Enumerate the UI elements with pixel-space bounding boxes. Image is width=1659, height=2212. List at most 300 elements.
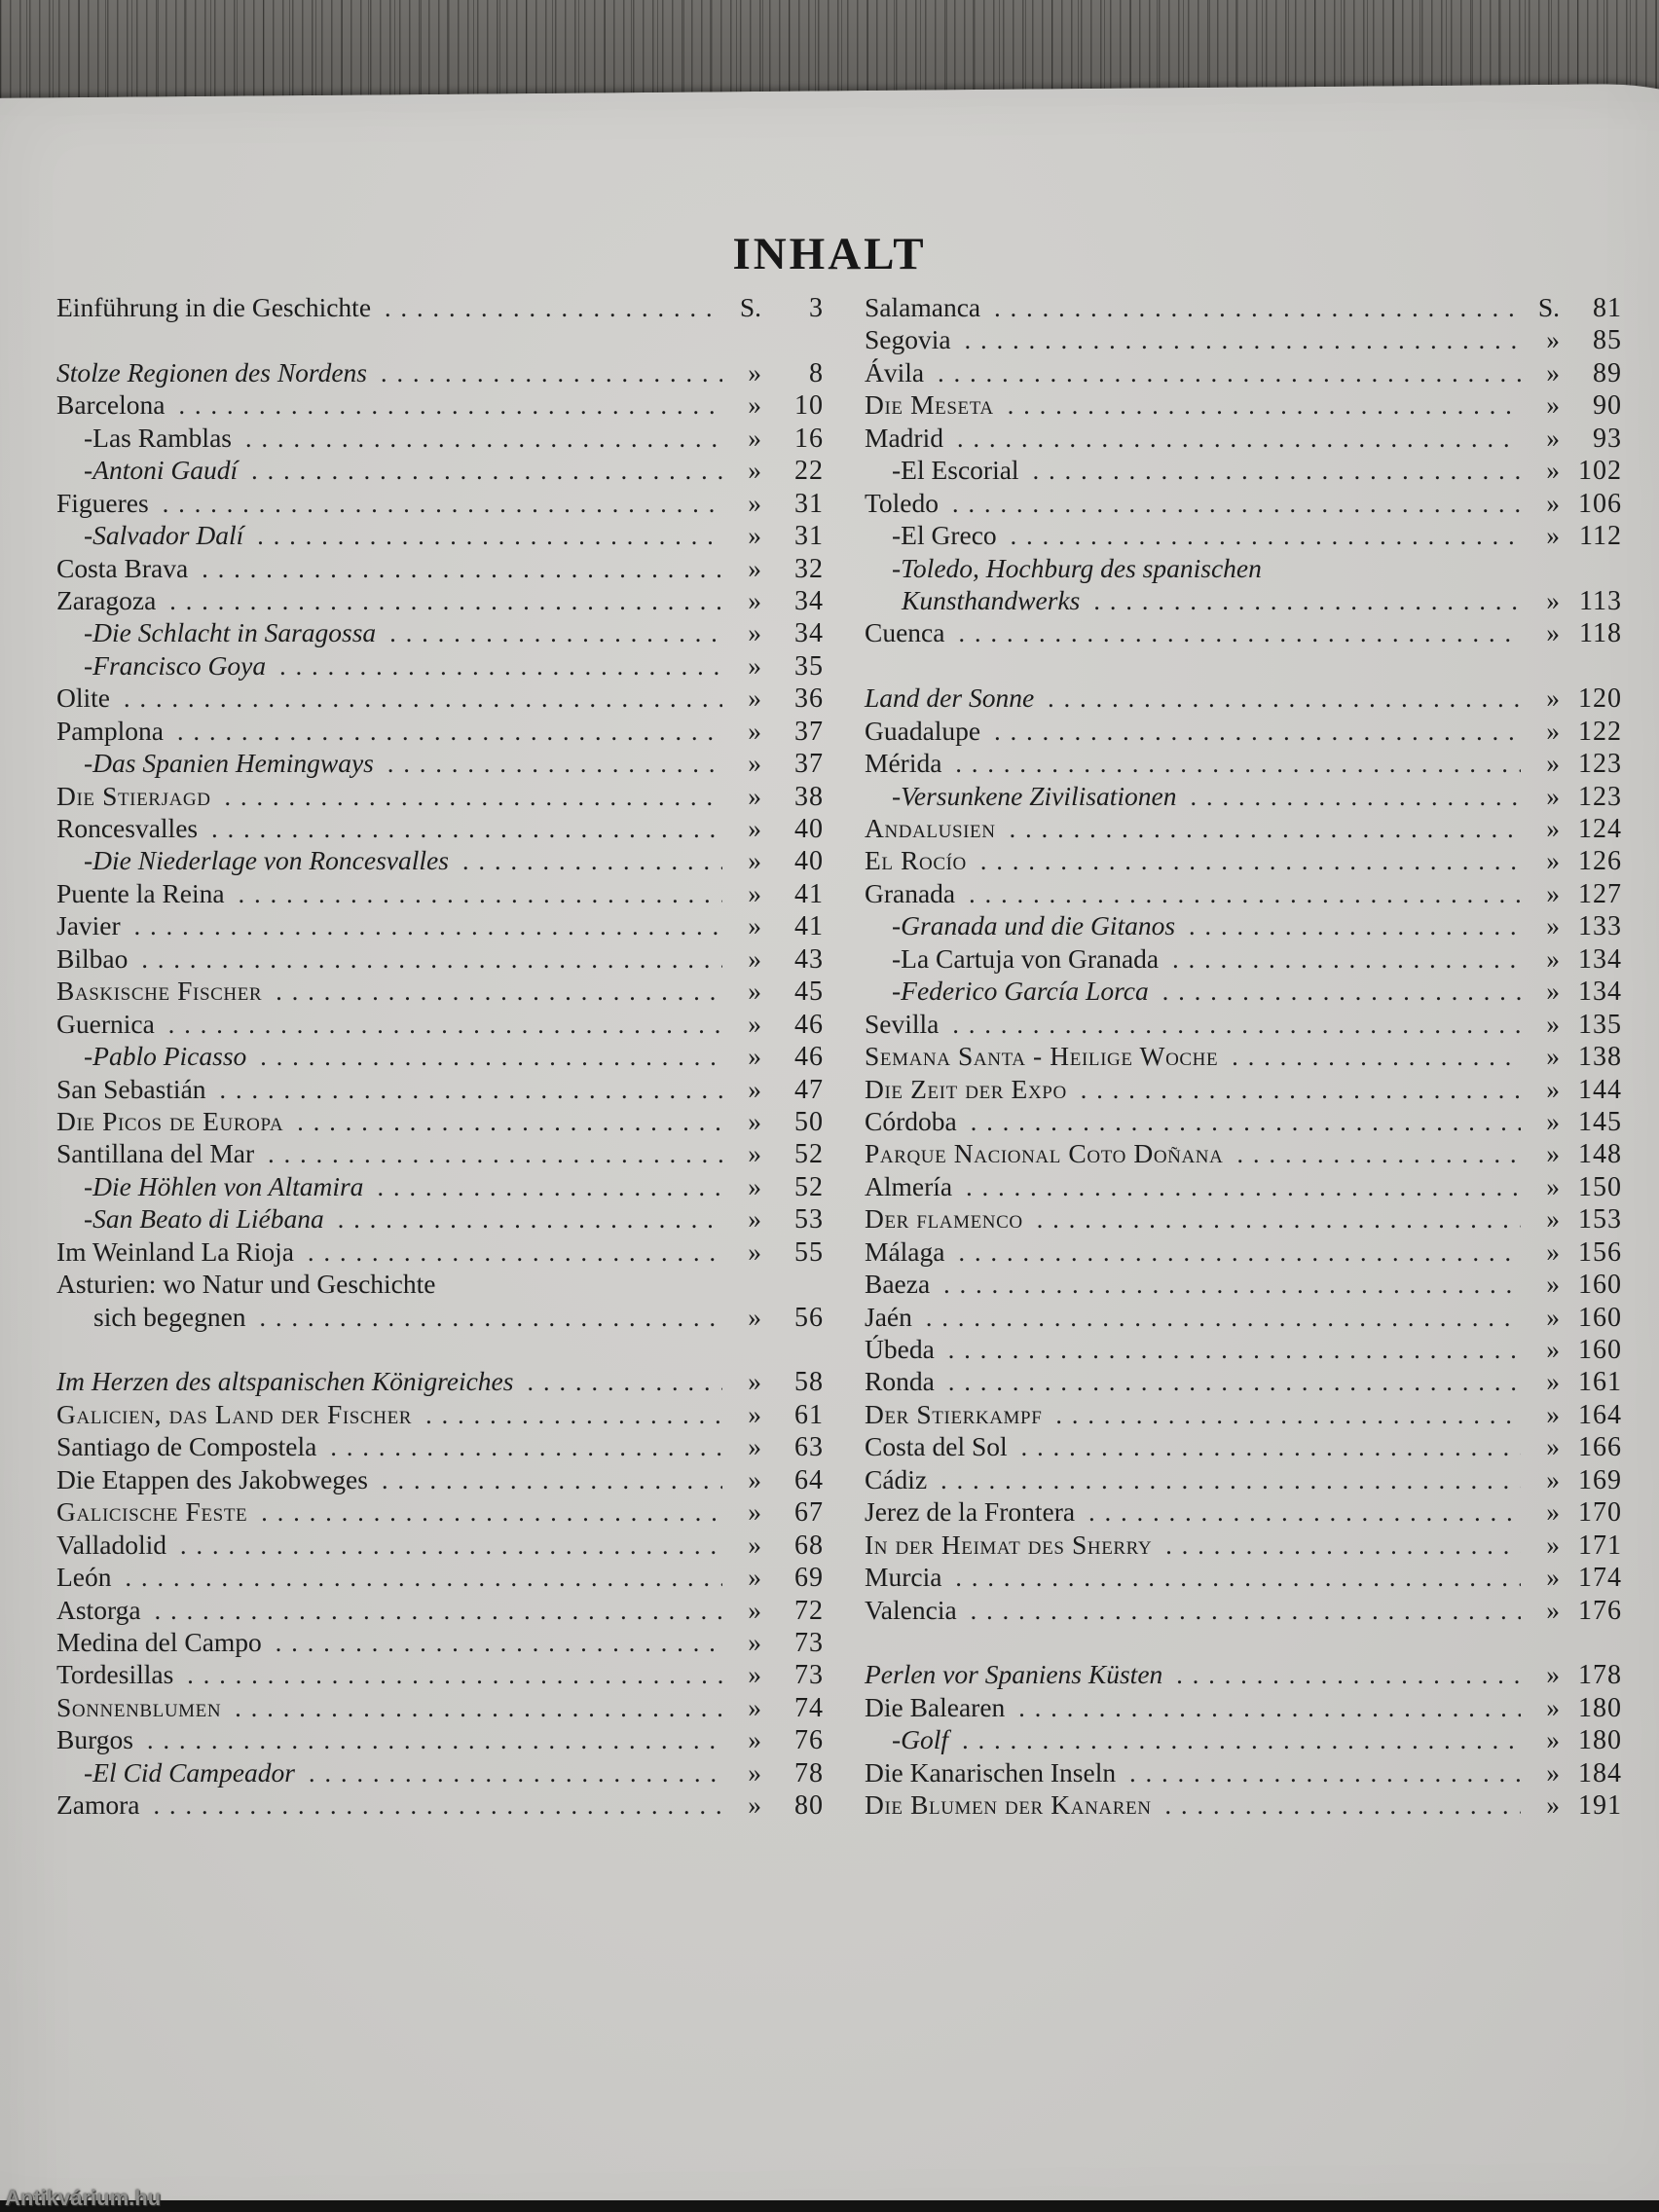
page-marker: » [748, 1756, 761, 1788]
page-number: 176 [1578, 1595, 1622, 1626]
toc-entry-label: Valencia [865, 1594, 957, 1625]
toc-entry [56, 1788, 824, 1821]
page-number: 138 [1578, 1042, 1622, 1073]
toc-entry-label: Im Herzen des altspanischen Königreiches [56, 1366, 514, 1397]
page-number: 47 [794, 1074, 824, 1105]
toc-entry [56, 1756, 824, 1788]
page-number: 78 [794, 1757, 824, 1788]
page-number: 191 [1578, 1790, 1622, 1822]
toc-entry [865, 1529, 1622, 1561]
toc-entry [56, 422, 824, 454]
toc-entry-label: -San Beato di Liébana [84, 1203, 324, 1235]
dot-leader [164, 715, 722, 748]
page-number: 164 [1578, 1399, 1622, 1430]
page-number: 8 [809, 357, 824, 388]
page-number: 73 [794, 1660, 824, 1691]
dot-leader [1218, 1040, 1521, 1073]
page-marker: » [1546, 1170, 1560, 1201]
page-number: 134 [1578, 977, 1622, 1008]
page-marker: » [1546, 942, 1560, 974]
toc-entry [56, 1365, 824, 1397]
page-number: 52 [794, 1139, 824, 1170]
page-marker: » [1546, 422, 1560, 453]
toc-entry-label: -El Cid Campeador [84, 1756, 295, 1788]
toc-entry-label: sich begegnen [93, 1301, 246, 1332]
toc-entry-label: -Antoni Gaudí [84, 455, 239, 486]
toc-entry [865, 454, 1622, 486]
page-marker: » [748, 780, 761, 811]
dot-leader [283, 1105, 722, 1138]
dot-leader [243, 519, 722, 552]
toc-entry [865, 1105, 1622, 1137]
dot-leader [141, 1594, 722, 1627]
page-marker: » [1546, 1691, 1560, 1722]
dot-leader [1067, 1073, 1521, 1106]
page-marker: » [1546, 520, 1560, 551]
toc-entry-label: Sonnenblumen [56, 1691, 222, 1722]
dot-leader [133, 1723, 722, 1756]
toc-entry [865, 1008, 1622, 1040]
dot-leader [371, 291, 722, 324]
toc-entry [865, 1430, 1622, 1462]
toc-entry-label: Segovia [865, 324, 951, 355]
page-number: 120 [1578, 683, 1622, 715]
page-marker: » [748, 1105, 761, 1136]
toc-entry-label: Mérida [865, 748, 942, 779]
page-marker: » [748, 1008, 761, 1039]
toc-entry-label: Santillana del Mar [56, 1138, 255, 1169]
page-number: 93 [1593, 423, 1622, 454]
page-number: 144 [1578, 1074, 1622, 1105]
page-number: 102 [1578, 456, 1622, 487]
page-marker: » [1546, 1203, 1560, 1235]
page-marker: S. [739, 292, 761, 322]
page-marker: » [748, 617, 761, 648]
page-marker: » [748, 1301, 761, 1332]
toc-entry-label: Puente la Reina [56, 877, 225, 908]
dot-leader [1223, 1137, 1521, 1170]
toc-entry-label: Die Balearen [865, 1691, 1006, 1722]
toc-entry [56, 1268, 824, 1300]
page-number: 41 [794, 911, 824, 942]
page-number: 40 [794, 846, 824, 877]
toc-entry [865, 877, 1622, 909]
toc-entry-label: Úbeda [865, 1334, 935, 1364]
page-marker: » [748, 520, 761, 551]
page-marker: » [748, 1041, 761, 1072]
toc-entry-label: Cuenca [865, 617, 945, 648]
dot-leader [1175, 909, 1521, 942]
toc-entry-label: Land der Sonne [865, 682, 1035, 714]
toc-entry [865, 388, 1622, 421]
toc-entry-label: Valladolid [56, 1529, 167, 1560]
toc-entry [56, 519, 824, 551]
page-marker: » [1546, 813, 1560, 843]
toc-entry [865, 975, 1622, 1007]
dot-leader [238, 454, 722, 487]
toc-entry-label: -Salvador Dalí [84, 520, 244, 551]
page-marker: » [1546, 1073, 1560, 1104]
toc-entry-label: Tordesillas [56, 1659, 174, 1690]
toc-entry-label: -Die Niederlage von Roncesvalles [84, 845, 449, 876]
page-marker: » [1546, 910, 1560, 941]
toc-entry-label: Einführung in die Geschichte [56, 292, 372, 322]
page-marker: » [748, 422, 761, 453]
toc-entry [865, 1268, 1622, 1300]
page-number: 126 [1578, 846, 1622, 877]
toc-entry [865, 1691, 1622, 1723]
toc-entry-label: Murcia [865, 1562, 942, 1593]
toc-entry-label: -Die Schlacht in Saragossa [84, 617, 377, 648]
page-number: 124 [1578, 814, 1622, 844]
page-number: 56 [794, 1302, 824, 1333]
toc-entry [865, 1398, 1622, 1430]
page-number: 166 [1578, 1432, 1622, 1463]
page-marker: » [1546, 1594, 1560, 1625]
page-number: 161 [1578, 1367, 1622, 1398]
toc-entry [56, 1430, 824, 1462]
toc-spacer [56, 323, 824, 355]
dot-leader [967, 844, 1521, 877]
page-marker: » [748, 455, 761, 486]
page-marker: » [748, 1724, 761, 1755]
toc-entry-label: Parque Nacional Coto Doñana [865, 1138, 1224, 1169]
dot-leader [980, 291, 1521, 324]
dot-leader [155, 1008, 722, 1041]
dot-leader [912, 1301, 1521, 1334]
page-marker: » [748, 877, 761, 908]
dot-leader [1008, 1430, 1521, 1463]
toc-entry [865, 747, 1622, 779]
dot-leader [997, 519, 1521, 552]
page-marker: » [748, 1398, 761, 1429]
page-number: 40 [794, 814, 824, 844]
dot-leader [941, 747, 1521, 780]
dot-leader [246, 1301, 722, 1334]
toc-entry [865, 1788, 1622, 1821]
dot-leader [1080, 584, 1521, 617]
toc-entry [865, 909, 1622, 941]
dot-leader [246, 1040, 722, 1073]
dot-leader [121, 909, 722, 942]
toc-entry-label: Jaén [865, 1301, 912, 1332]
toc-entry-label: El Rocío [865, 845, 967, 876]
dot-leader [110, 682, 722, 715]
toc-entry [865, 356, 1622, 388]
page-marker: » [748, 584, 761, 615]
page-marker: » [748, 1562, 761, 1593]
toc-entry [56, 1658, 824, 1690]
page-marker: » [748, 552, 761, 583]
page-marker: » [748, 1366, 761, 1397]
page-number: 90 [1593, 390, 1622, 422]
toc-entry-label: Astorga [56, 1594, 141, 1625]
toc-entry-label: Javier [56, 910, 121, 941]
page-number: 52 [794, 1171, 824, 1202]
toc-entry [56, 1202, 824, 1235]
page-marker: » [1546, 487, 1560, 518]
toc-entry-label: Pamplona [56, 715, 164, 746]
toc-entry-label: Costa Brava [56, 552, 189, 583]
page-number: 31 [794, 488, 824, 519]
page-marker: » [1546, 877, 1560, 908]
toc-entry-label: Galicische Feste [56, 1496, 248, 1528]
page-number: 45 [794, 977, 824, 1008]
toc-entry [865, 1235, 1622, 1268]
page-title: INHALT [732, 229, 927, 279]
page-number: 46 [794, 1042, 824, 1073]
toc-entry-label: -El Escorial [892, 455, 1019, 486]
toc-entry [56, 780, 824, 812]
toc-entry-label: Olite [56, 682, 110, 714]
page-marker: » [748, 1203, 761, 1235]
page-number: 170 [1578, 1497, 1622, 1529]
toc-entry-label: Zamora [56, 1789, 140, 1821]
toc-entry-label: Andalusien [865, 813, 996, 843]
toc-entry [865, 616, 1622, 648]
dot-leader [935, 1333, 1521, 1366]
dot-leader [939, 487, 1521, 520]
page-number: 122 [1578, 716, 1622, 747]
page-number: 61 [794, 1399, 824, 1430]
page-marker: » [748, 1789, 761, 1821]
toc-entry [56, 1105, 824, 1137]
dot-leader [1019, 454, 1521, 487]
toc-entry-label: Baskische Fischer [56, 976, 263, 1007]
toc-entry [56, 291, 824, 323]
page-marker: » [748, 649, 761, 681]
page-marker: » [1546, 1138, 1560, 1169]
toc-entry-label: Kunsthandwerks [902, 584, 1081, 615]
toc-entry-label: Ronda [865, 1366, 935, 1397]
dot-leader [1177, 780, 1521, 813]
toc-entry-label: Die Kanarischen Inseln [865, 1756, 1117, 1788]
toc-entry [56, 877, 824, 909]
page-number: 38 [794, 781, 824, 812]
dot-leader [266, 649, 722, 682]
page-marker: » [1546, 389, 1560, 421]
dot-leader [996, 812, 1521, 845]
page-number: 169 [1578, 1464, 1622, 1495]
page-marker: » [1546, 1496, 1560, 1528]
toc-entry-label: -Toledo, Hochburg des spanischen [892, 552, 1262, 583]
page-marker: » [1546, 1431, 1560, 1462]
page-number: 10 [794, 390, 824, 422]
toc-entry-label: Die Meseta [865, 389, 994, 421]
toc-entry [56, 1301, 824, 1333]
toc-entry [865, 1594, 1622, 1626]
dot-leader [1005, 1691, 1521, 1724]
toc-entry-label: Costa del Sol [865, 1431, 1008, 1462]
page-marker: » [748, 976, 761, 1007]
toc-entry-label: Die Picos de Europa [56, 1105, 284, 1136]
page-marker: » [748, 845, 761, 876]
page-marker: » [1546, 1105, 1560, 1136]
page-number: 184 [1578, 1757, 1622, 1788]
page-marker: » [748, 748, 761, 779]
toc-entry [865, 1073, 1622, 1105]
toc-entry-label: León [56, 1562, 112, 1593]
toc-entry [56, 552, 824, 584]
dot-leader [112, 1561, 722, 1594]
dot-leader [952, 1170, 1521, 1203]
toc-entry-label: -Granada und die Gitanos [892, 910, 1176, 941]
dot-leader [1149, 975, 1521, 1008]
dot-leader [316, 1430, 722, 1463]
page-marker: » [1546, 356, 1560, 387]
page-number: 55 [794, 1236, 824, 1268]
page-marker: » [748, 1659, 761, 1690]
toc-entry-label: Baeza [865, 1269, 931, 1300]
toc-entry [865, 1333, 1622, 1365]
page-marker: » [748, 682, 761, 714]
page-marker: » [748, 1431, 761, 1462]
toc-entry [56, 487, 824, 519]
page-marker: » [1546, 1366, 1560, 1397]
dot-leader [363, 1170, 722, 1203]
toc-entry [865, 1463, 1622, 1495]
page-number: 106 [1578, 488, 1622, 519]
page-marker: » [1546, 584, 1560, 615]
toc-entry-label: Die Blumen der Kanaren [865, 1789, 1152, 1821]
dot-leader [374, 747, 722, 780]
page-number: 73 [794, 1627, 824, 1658]
page-number: 68 [794, 1530, 824, 1561]
page-number: 156 [1578, 1236, 1622, 1268]
toc-entry [865, 487, 1622, 519]
page-number: 31 [794, 521, 824, 552]
page-marker: » [748, 487, 761, 518]
toc-entry [865, 1723, 1622, 1755]
toc-entry [56, 616, 824, 648]
toc-entry [865, 715, 1622, 747]
dot-leader [951, 323, 1521, 356]
dot-leader [930, 1268, 1521, 1301]
toc-entry-label: -Francisco Goya [84, 649, 267, 681]
toc-entry-label: Guernica [56, 1008, 155, 1039]
page-marker: » [1546, 324, 1560, 355]
dot-leader [935, 1365, 1521, 1398]
dot-leader [173, 1658, 722, 1691]
toc-entry-label: Roncesvalles [56, 813, 199, 843]
page-marker: » [1546, 1724, 1560, 1755]
toc-entry [865, 1040, 1622, 1072]
toc-entry-label: Die Stierjagd [56, 780, 211, 811]
toc-entry [865, 780, 1622, 812]
page-marker: » [748, 1529, 761, 1560]
toc-entry-label: Asturien: wo Natur und Geschichte [56, 1269, 436, 1300]
page-number: 150 [1578, 1171, 1622, 1202]
toc-entry [865, 1658, 1622, 1690]
page-marker: » [748, 1138, 761, 1169]
page-marker: » [1546, 1789, 1560, 1821]
toc-entry [56, 844, 824, 876]
dot-leader [927, 1463, 1521, 1496]
toc-entry-label: -Die Höhlen von Altamira [84, 1170, 364, 1201]
dot-leader [924, 356, 1521, 389]
toc-entry [56, 649, 824, 682]
toc-entry-label: Bilbao [56, 942, 129, 974]
dot-leader [412, 1398, 722, 1431]
page-number: 180 [1578, 1725, 1622, 1756]
page-number: 160 [1578, 1335, 1622, 1365]
dot-leader [1116, 1756, 1521, 1789]
page-number: 148 [1578, 1139, 1622, 1170]
dot-leader [149, 487, 722, 520]
toc-entry-label: Córdoba [865, 1105, 957, 1136]
toc-entry [56, 942, 824, 975]
toc-entry-label: Sevilla [865, 1008, 940, 1039]
toc-entry [865, 323, 1622, 355]
dot-leader [1023, 1202, 1521, 1235]
dot-leader [128, 942, 722, 976]
toc-entry [56, 1626, 824, 1658]
toc-entry [56, 584, 824, 616]
toc-entry [865, 519, 1622, 551]
toc-entry-label: -Golf [892, 1724, 949, 1755]
photo-bottom-edge [0, 2200, 1659, 2212]
toc-entry [56, 909, 824, 941]
dot-leader [254, 1137, 722, 1170]
page-number: 36 [794, 683, 824, 715]
toc-entry [865, 552, 1622, 584]
page-number: 81 [1593, 293, 1622, 323]
page-marker: » [1546, 1269, 1560, 1300]
page-number: 41 [794, 878, 824, 909]
toc-spacer [56, 1333, 824, 1365]
dot-leader [211, 780, 722, 813]
toc-entry-label: Die Zeit der Expo [865, 1073, 1067, 1104]
toc-entry [56, 1073, 824, 1105]
dot-leader [1152, 1529, 1521, 1562]
toc-entry [56, 1691, 824, 1723]
dot-leader [221, 1691, 722, 1724]
dot-leader [1042, 1398, 1521, 1431]
toc-entry-label: -La Cartuja von Granada [892, 942, 1160, 974]
dot-leader [1075, 1495, 1521, 1529]
toc-entry-label: Der Stierkampf [865, 1398, 1043, 1429]
dot-leader [957, 1105, 1521, 1138]
toc-entry-label: In der Heimat des Sherry [865, 1529, 1153, 1560]
page-marker: » [1546, 715, 1560, 746]
page-marker: » [1546, 748, 1560, 779]
page-number: 171 [1578, 1530, 1622, 1561]
page-number: 22 [794, 456, 824, 487]
page-number: 133 [1578, 911, 1622, 942]
page-number: 64 [794, 1464, 824, 1495]
toc-entry-label: -Las Ramblas [84, 422, 232, 453]
toc-entry [865, 1756, 1622, 1788]
page-number: 63 [794, 1432, 824, 1463]
toc-entry [865, 422, 1622, 454]
toc-entry [56, 1561, 824, 1593]
page-marker: » [748, 910, 761, 941]
dot-leader [225, 877, 722, 910]
dot-leader [939, 1008, 1521, 1041]
page-marker: » [748, 1170, 761, 1201]
toc-entry-label: Der flamenco [865, 1203, 1023, 1235]
dot-leader [513, 1365, 722, 1398]
toc-entry [865, 291, 1622, 323]
dot-leader [206, 1073, 722, 1106]
dot-leader [943, 422, 1521, 455]
page-marker: » [1546, 1398, 1560, 1429]
page-number: 46 [794, 1009, 824, 1040]
toc-entry [865, 844, 1622, 876]
page-number: 67 [794, 1497, 824, 1529]
page-marker: » [748, 813, 761, 843]
dot-leader [324, 1202, 722, 1235]
